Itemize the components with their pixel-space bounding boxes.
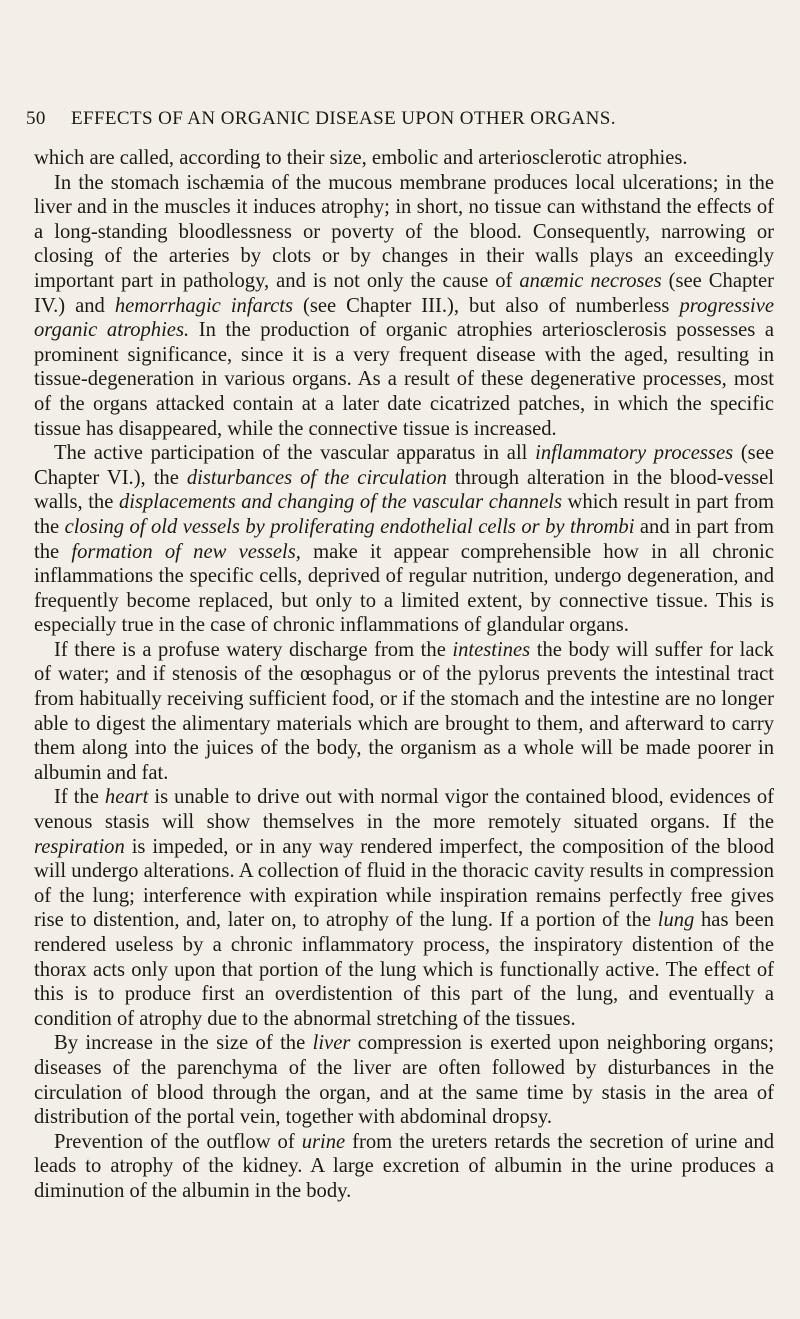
paragraph [34,638,774,786]
italic-phrase: lung [657,909,695,932]
text-run: (see Chapter IV.) and [34,269,774,317]
text-run: compression is exerted upon neighboring organs; diseases of the parenchyma of the liver are often followed by disturbances in the circulation of blood through the organ, and at the same time by stasis in the area of distribution of the portal vein, together with abdominal dropsy. [34,1032,774,1129]
text-run: is impeded, or in any way rendered imperfect, the composition of the blood will undergo alterations. A collection of fluid in the thoracic cavity results in compression of the lung; interference with expiration while inspiration remains perfectly free gives rise to distention, and, later on, to atrophy of the lung. If a portion of the [34,835,774,932]
italic-phrase: liver [312,1032,351,1055]
italic-phrase: closing of old vessels by proliferating endothelial cells or by thrombi [64,515,635,538]
paragraph [34,146,774,171]
text-run: from the ureters retards the secretion of urine and leads to atrophy of the kidney. A large excretion of albumin in the urine produces a diminution of the albumin in the body. [34,1130,775,1202]
text-run: which are called, according to their size, embolic and arteriosclerotic atrophies. [34,147,688,169]
running-title: EFFECTS OF AN ORGANIC DISEASE UPON OTHER ORGANS. [70,108,616,129]
text-run: If the [54,786,105,809]
italic-phrase: respiration [34,835,125,858]
text-run: and in part from the [34,515,774,563]
running-header [26,108,766,130]
text-run: If there is a profuse watery discharge from the [54,638,453,661]
text-run: By increase in the size of the [54,1032,313,1055]
text-run: The active participation of the vascular apparatus in all [54,442,536,465]
paragraph [34,1031,774,1129]
italic-phrase: progressive organic atrophies. [34,294,774,342]
text-run: (see Chapter III.), but also of numberless [292,294,680,317]
italic-phrase: inflammatory processes [535,442,734,465]
italic-phrase: urine [301,1130,346,1153]
paragraph [34,441,774,638]
text-run: has been rendered useless by a chronic inflammatory process, the inspiratory distention of the thorax acts only upon that portion of the lung which is functionally active. The effect of this is to produce first an overdistention of this part of the lung, and eventually a condition of atrophy due to the abnormal stretching of the tissues. [34,909,775,1030]
paragraph [34,1130,774,1204]
italic-phrase: formation of new vessels, [71,540,301,563]
italic-phrase: intestines [452,638,531,661]
text-run: (see Chapter VI.), the [34,442,774,489]
paragraph [34,785,774,1031]
italic-phrase: hemorrhagic infarcts [114,294,293,317]
text-run: make it appear comprehensible how in all chronic inflammations the specific cells, deprived of regular nutrition, undergo degeneration, and frequently become replaced, but only to a limited extent, by connective tissue. This is especially true in the case of chronic inflammations of glandular organs. [34,540,774,637]
page-number: 50 [26,108,46,129]
paragraph [34,171,774,442]
text-run: the body will suffer for lack of water; and if stenosis of the œsophagus or of the pylorus prevents the intestinal tract from habitually receiving sufficient food, or if the stomach and the intestine are no longer able to digest the alimentary materials which are brought to them, and afterward to carry them along into the juices of the body, the organism as a whole will be made poorer in albumin and fat. [34,638,774,784]
text-run: In the production of organic atrophies arteriosclerosis possesses a prominent significance, since it is a very frequent disease with the aged, resulting in tissue-degeneration in various organs. As a result of these degenerative processes, most of the organs attacked contain at a later date cicatrized patches, in which the specific tissue has disappeared, while the connective tissue is increased. [34,319,774,440]
italic-phrase: anæmic necroses [519,269,662,292]
italic-phrase: disturbances of the circulation [186,466,447,489]
text-run: through alteration in the blood-vessel walls, the [34,466,775,514]
text-run: In the stomach ischæmia of the mucous membrane produces local ulcerations; in the liver and in the muscles it induces atrophy; in short, no tissue can withstand the effects of a long-standing bloodlessness or poverty of the blood. Consequently, narrowing or closing of the arteries by clots or by changes in their walls plays an exceedingly important part in pathology, and is not only the cause of [34,171,774,292]
body-text [34,146,774,1204]
text-run: Prevention of the outflow of [54,1130,302,1153]
text-run: which result in part from the [34,491,775,538]
text-run: is unable to drive out with normal vigor the contained blood, evidences of venous stasis will show themselves in the more remotely situated organs. If the [34,786,775,834]
italic-phrase: displacements and changing of the vascular channels [118,491,562,514]
italic-phrase: heart [104,786,149,809]
